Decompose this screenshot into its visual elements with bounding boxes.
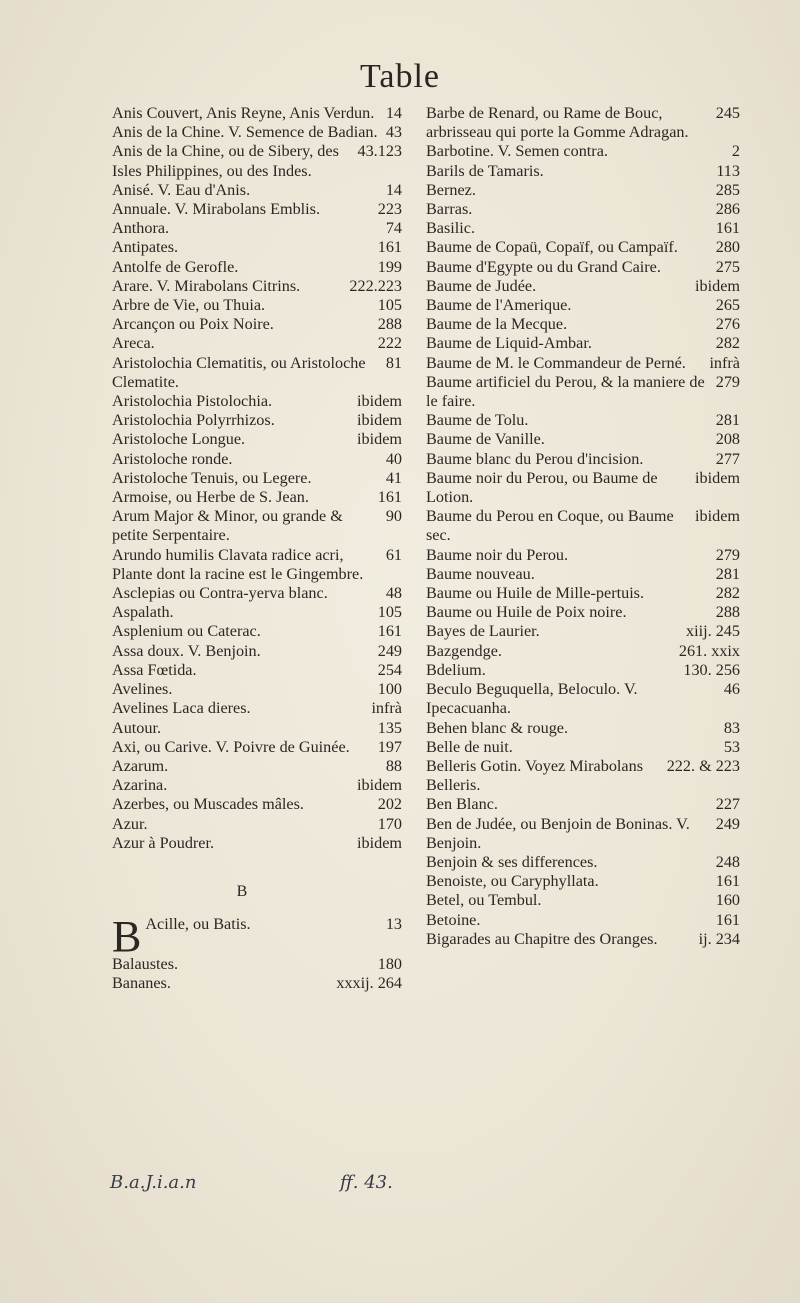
page-reference: 280 <box>715 238 740 257</box>
index-entry <box>112 911 402 961</box>
page-reference: 222.223 <box>349 276 402 295</box>
index-entry <box>112 661 402 680</box>
index-entry <box>112 795 402 814</box>
page-reference: 46 <box>723 680 740 699</box>
page-reference: 161 <box>715 872 740 891</box>
index-entry <box>112 430 402 449</box>
index-entry <box>112 488 402 507</box>
index-entry <box>112 699 402 718</box>
page-reference: 277 <box>715 449 740 468</box>
index-entry <box>426 430 740 449</box>
page-reference: 100 <box>377 680 402 699</box>
page-reference: 40 <box>385 449 402 468</box>
index-entry <box>426 815 740 853</box>
page-reference: 170 <box>377 814 402 833</box>
page-reference: 14 <box>385 104 402 122</box>
page-title: Table <box>359 58 441 95</box>
entry-text: Axi, ou Carive. V. Poivre de Guinée. <box>112 737 350 756</box>
page-reference: 13 <box>385 914 402 933</box>
entry-text: Acille, ou Batis. <box>145 914 251 933</box>
index-entry <box>426 277 740 296</box>
page-reference: xxxij. 264 <box>336 974 402 993</box>
entry-text: Aristoloche Tenuis, ou Legere. <box>112 468 312 487</box>
page-reference: 105 <box>377 296 402 315</box>
index-entry <box>112 450 402 469</box>
entry-text: Asclepias ou Contra-yerva blanc. <box>112 584 328 603</box>
index-entry <box>426 469 740 507</box>
entry-text: Baume blanc du Perou d'incision. <box>426 449 644 468</box>
page-reference: ibidem <box>695 468 740 487</box>
page-reference: 249 <box>715 814 740 833</box>
entry-text: Baume du Perou en Coque, ou Baume sec. <box>426 507 674 545</box>
index-entry <box>426 411 740 430</box>
page-reference: ibidem <box>357 411 402 430</box>
index-entry <box>426 258 740 277</box>
index-entry <box>426 911 740 930</box>
entry-text: Annuale. V. Mirabolans Emblis. <box>112 200 321 219</box>
index-entry <box>112 219 402 238</box>
page-reference: 130. 256 <box>683 660 740 679</box>
entry-text: Baume de M. le Commandeur de Perné. <box>426 353 686 372</box>
index-entry <box>426 642 740 661</box>
index-entry <box>112 315 402 334</box>
page-reference: 61 <box>385 545 402 564</box>
index-entry <box>426 930 740 949</box>
right-column <box>426 104 740 949</box>
entry-text: Belle de nuit. <box>426 737 513 756</box>
page-reference: 254 <box>377 660 402 679</box>
entry-text: Anisé. V. Eau d'Anis. <box>112 180 251 199</box>
index-entry <box>426 853 740 872</box>
index-entry <box>112 411 402 430</box>
page-reference: 265 <box>715 296 740 315</box>
page-reference: 286 <box>715 200 740 219</box>
index-entry <box>426 334 740 353</box>
page-reference: 83 <box>723 718 740 737</box>
entry-text: Barras. <box>426 200 473 219</box>
entry-text: Azarina. <box>112 776 168 795</box>
index-entry <box>112 757 402 776</box>
index-entry <box>112 642 402 661</box>
page-reference: ibidem <box>357 392 402 411</box>
index-entry <box>426 661 740 680</box>
entry-text: Baume d'Egypte ou du Grand Caire. <box>426 257 661 276</box>
entry-text: Arare. V. Mirabolans Citrins. <box>112 276 301 295</box>
index-entry <box>112 738 402 757</box>
index-entry <box>112 469 402 488</box>
index-entry <box>112 776 402 795</box>
index-entry <box>112 584 402 603</box>
page-reference: infrà <box>371 699 402 718</box>
entry-text: Azarum. <box>112 756 169 775</box>
entry-text: Baume de Judée. <box>426 276 537 295</box>
entry-text: Areca. <box>112 334 155 353</box>
index-entry <box>112 719 402 738</box>
entry-text: Beculo Beguquella, Beloculo. V. Ipecacuanha. <box>426 680 638 718</box>
page-reference: 282 <box>715 584 740 603</box>
index-entry <box>426 373 740 411</box>
entry-text: Aristoloche Longue. <box>112 430 246 449</box>
page-reference: 245 <box>715 104 740 122</box>
entry-text: Barbotine. V. Semen contra. <box>426 142 608 161</box>
index-entry <box>112 834 402 853</box>
index-entry <box>426 181 740 200</box>
index-entry <box>426 719 740 738</box>
entry-text: Anthora. <box>112 219 170 238</box>
page-reference: 161 <box>715 910 740 929</box>
entry-text: Benjoin & ses differences. <box>426 852 598 871</box>
page-reference: 90 <box>385 507 402 526</box>
entry-text: Bazgendge. <box>426 641 502 660</box>
page-reference: 288 <box>377 315 402 334</box>
index-entry <box>112 603 402 622</box>
page-reference: 88 <box>385 756 402 775</box>
entry-text: Baume artificiel du Perou, & la maniere de le faire. <box>426 372 705 411</box>
entry-text: Anis de la Chine. V. Semence de Badian. <box>112 123 378 142</box>
index-entry <box>112 815 402 834</box>
page-reference: infrà <box>709 353 740 372</box>
entry-text: Barbe de Renard, ou Rame de Bouc, arbrisseau qui porte la Gomme Adragan. <box>426 104 689 142</box>
left-column <box>112 104 402 993</box>
page-reference: 48 <box>385 584 402 603</box>
page-reference: 222 <box>377 334 402 353</box>
page-reference: 105 <box>377 603 402 622</box>
page-reference: 249 <box>377 641 402 660</box>
page-reference: 135 <box>377 718 402 737</box>
index-entry <box>112 181 402 200</box>
entry-text: Azur à Poudrer. <box>112 833 215 852</box>
index-entry <box>112 296 402 315</box>
page-reference: 160 <box>715 891 740 910</box>
entry-text: Behen blanc & rouge. <box>426 718 569 737</box>
entry-text: Baume ou Huile de Poix noire. <box>426 603 627 622</box>
entry-text: Antipates. <box>112 238 179 257</box>
entry-text: Aristolochia Clematitis, ou Aristoloche Clematite. <box>112 353 366 391</box>
index-entry <box>112 392 402 411</box>
page-reference: 41 <box>385 468 402 487</box>
handwritten-note-left: B.a.J.i.a.n <box>110 1172 197 1193</box>
index-entry <box>426 891 740 910</box>
index-entry <box>112 258 402 277</box>
index-entry <box>426 296 740 315</box>
page-reference: 199 <box>377 257 402 276</box>
index-entry <box>426 795 740 814</box>
entry-text: Azerbes, ou Muscades mâles. <box>112 795 304 814</box>
page-reference: 276 <box>715 315 740 334</box>
index-entry <box>426 680 740 718</box>
index-entry <box>112 622 402 641</box>
entry-text: Benoiste, ou Caryphyllata. <box>426 872 599 891</box>
entry-text: Avelines Laca dieres. <box>112 699 251 718</box>
entry-text: Betel, ou Tembul. <box>426 891 542 910</box>
entry-text: Avelines. <box>112 680 173 699</box>
entry-text: Azur. <box>112 814 148 833</box>
page-reference: 43.123 <box>357 142 402 161</box>
index-entry <box>112 546 402 584</box>
page-reference: ibidem <box>695 276 740 295</box>
page-reference: ibidem <box>357 833 402 852</box>
page-reference: 279 <box>715 372 740 391</box>
entry-text: Ben de Judée, ou Benjoin de Boninas. V. Benjoin. <box>426 814 690 852</box>
page-reference: 223 <box>377 200 402 219</box>
entry-text: Bayes de Laurier. <box>426 622 540 641</box>
index-entry <box>426 622 740 641</box>
entry-text: Baume ou Huile de Mille-pertuis. <box>426 584 645 603</box>
entry-text: Antolfe de Gerofle. <box>112 257 239 276</box>
entry-text: Anis Couvert, Anis Reyne, Anis Verdun. <box>112 104 375 122</box>
entry-text: Armoise, ou Herbe de S. Jean. <box>112 488 309 507</box>
page-reference: 275 <box>715 257 740 276</box>
index-entry <box>112 955 402 974</box>
entry-text: Arbre de Vie, ou Thuia. <box>112 296 266 315</box>
page-reference: 43 <box>385 123 402 142</box>
page-reference: ibidem <box>357 430 402 449</box>
entry-text: Asplenium ou Caterac. <box>112 622 261 641</box>
page-reference: 161 <box>377 488 402 507</box>
entry-text: Assa doux. V. Benjoin. <box>112 641 261 660</box>
index-entry <box>112 104 402 123</box>
page-reference: 202 <box>377 795 402 814</box>
index-entry <box>112 123 402 142</box>
index-entry <box>112 974 402 993</box>
page-reference: 288 <box>715 603 740 622</box>
index-entry <box>112 142 402 180</box>
index-entry <box>112 238 402 257</box>
index-entry <box>426 142 740 161</box>
page-reference: 81 <box>385 353 402 372</box>
page-reference: 261. xxix <box>678 641 740 660</box>
entry-text: Balaustes. <box>112 954 179 973</box>
index-entry <box>426 872 740 891</box>
page-reference: 248 <box>715 852 740 871</box>
index-entry <box>426 507 740 545</box>
index-entry <box>426 200 740 219</box>
index-entry <box>426 546 740 565</box>
index-entry <box>112 334 402 353</box>
entry-text: Baume noir du Perou. <box>426 545 569 564</box>
index-entry <box>426 603 740 622</box>
handwritten-note-right: ff. 43. <box>340 1172 393 1193</box>
entry-text: Baume de Copaü, Copaïf, ou Campaïf. <box>426 238 678 257</box>
index-entry <box>426 565 740 584</box>
index-entry <box>426 450 740 469</box>
entry-text: Baume de Liquid-Ambar. <box>426 334 592 353</box>
page-reference: 279 <box>715 545 740 564</box>
index-entry <box>112 680 402 699</box>
index-entry <box>112 354 402 392</box>
entry-text: Assa Fœtida. <box>112 660 197 679</box>
page-reference: 208 <box>715 430 740 449</box>
index-entry <box>426 162 740 181</box>
entry-text: Baume noir du Perou, ou Baume de Lotion. <box>426 468 658 507</box>
page-reference: 161 <box>715 219 740 238</box>
page-reference: 74 <box>385 219 402 238</box>
page-reference: ibidem <box>695 507 740 526</box>
entry-text: Baume nouveau. <box>426 564 535 583</box>
entry-text: Betoine. <box>426 910 481 929</box>
entry-text: Autour. <box>112 718 162 737</box>
index-entry <box>426 104 740 142</box>
entry-text: Baume de l'Amerique. <box>426 296 572 315</box>
entry-text: Aspalath. <box>112 603 174 622</box>
page-reference: 227 <box>715 795 740 814</box>
index-entry <box>426 238 740 257</box>
index-entry <box>426 738 740 757</box>
drop-cap-b: B <box>112 911 142 961</box>
page-reference: 285 <box>715 180 740 199</box>
index-entry <box>112 507 402 545</box>
entry-text: Arcançon ou Poix Noire. <box>112 315 274 334</box>
index-entry <box>426 354 740 373</box>
index-entry <box>112 277 402 296</box>
entry-text: Belleris Gotin. Voyez Mirabolans Belleris. <box>426 756 644 795</box>
page-reference: 2 <box>731 142 740 161</box>
page-reference: 161 <box>377 622 402 641</box>
entry-text: Ben Blanc. <box>426 795 498 814</box>
entry-text: Aristolochia Pistolochia. <box>112 392 273 411</box>
index-entry <box>426 219 740 238</box>
page-reference: xiij. 245 <box>686 622 740 641</box>
page-reference: 53 <box>723 737 740 756</box>
page-reference: ij. 234 <box>698 929 740 948</box>
entry-text: Bdelium. <box>426 660 486 679</box>
index-entry <box>426 315 740 334</box>
page-reference: 281 <box>715 564 740 583</box>
entry-text: Basilic. <box>426 219 476 238</box>
entry-text: Bananes. <box>112 974 171 993</box>
entry-text: Anis de la Chine, ou de Sibery, des Isles Philippines, ou des Indes. <box>112 142 339 180</box>
entry-text: Bernez. <box>426 180 476 199</box>
index-entry <box>426 757 740 795</box>
section-letter-b: B <box>236 882 248 900</box>
page-reference: 197 <box>377 737 402 756</box>
entry-text: Baume de Tolu. <box>426 411 529 430</box>
page-reference: 282 <box>715 334 740 353</box>
entry-text: Aristoloche ronde. <box>112 449 233 468</box>
page-reference: 161 <box>377 238 402 257</box>
page-reference: ibidem <box>357 776 402 795</box>
page-reference: 113 <box>716 161 740 180</box>
entry-text: Bigarades au Chapitre des Oranges. <box>426 929 658 948</box>
page-reference: 14 <box>385 180 402 199</box>
index-entry <box>426 584 740 603</box>
entry-text: Barils de Tamaris. <box>426 161 544 180</box>
entry-text: Aristolochia Polyrrhizos. <box>112 411 275 430</box>
page-reference: 281 <box>715 411 740 430</box>
entry-text: Baume de Vanille. <box>426 430 545 449</box>
page-reference: 222. & 223 <box>666 756 740 775</box>
entry-text: Arum Major & Minor, ou grande & petite Serpentaire. <box>112 507 343 545</box>
entry-text: Baume de la Mecque. <box>426 315 568 334</box>
index-entry <box>112 200 402 219</box>
page-reference: 180 <box>377 954 402 973</box>
entry-text: Arundo humilis Clavata radice acri, Plante dont la racine est le Gingembre. <box>112 545 364 583</box>
